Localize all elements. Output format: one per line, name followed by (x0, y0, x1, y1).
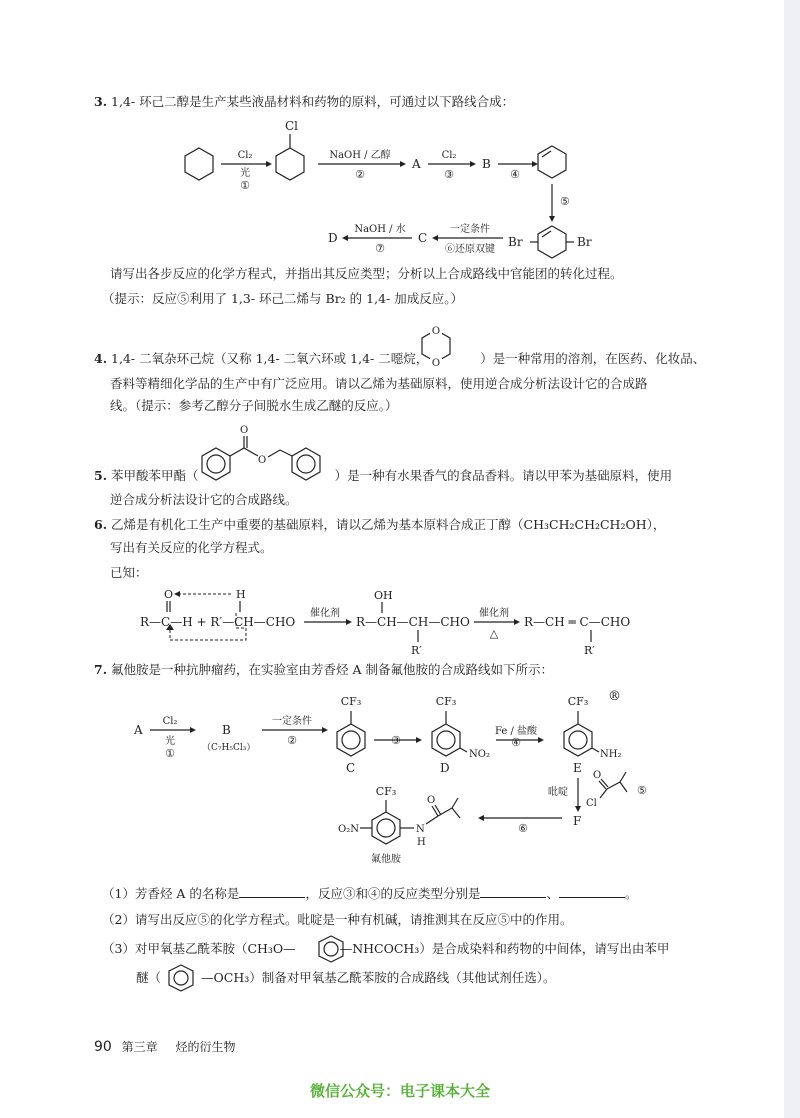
q7-acyl-cl: Cl (586, 798, 597, 809)
q7-r1-number: ① (165, 747, 175, 760)
q7-compound-A: A (134, 723, 143, 737)
q3-r1-top: Cl₂ (237, 150, 253, 161)
q3-r5-number: ⑤ (560, 195, 570, 208)
q7-f-nh: H (417, 837, 426, 848)
q3-r6-top: 一定条件 (450, 224, 490, 235)
q3-r2-number: ② (355, 168, 365, 181)
q3-r6-bottom: ⑥还原双键 (445, 244, 495, 255)
q7-r2-top: 一定条件 (272, 716, 312, 727)
q3-r2-top: NaOH / 乙醇 (329, 150, 391, 161)
q6-reactants: R—C—H + R′—CH—CHO (140, 615, 296, 629)
q7-r2-number: ② (287, 734, 297, 747)
q7-e-nh2: NH₂ (600, 749, 622, 760)
q7-r4-top: Fe / 盐酸 (494, 726, 538, 737)
q3-r3-top: Cl₂ (441, 150, 457, 161)
q7-sub-1c: 、 (546, 886, 559, 901)
q4-text-1b: ）是一种常用的溶剂，在医药、化妆品、 (480, 351, 706, 366)
q3-r7-top: NaOH / 水 (354, 224, 406, 235)
q6-aldol-product: R—CH—CH—CHO (356, 615, 470, 629)
q4-o-bottom: O (431, 358, 441, 369)
q7-r1-bottom: 光 (165, 736, 175, 747)
q3-r7-number: ⑦ (375, 242, 385, 255)
q3-compound-B: B (482, 157, 491, 171)
q6-enal-product: R—CH ═ C—CHO (524, 615, 631, 629)
q7-sub-1a: （1）芳香烃 A 的名称是 (102, 886, 240, 901)
q7-compound-C: C (346, 761, 356, 775)
q7-pyridine: 吡啶 (548, 787, 568, 798)
q5-ester-o: O (258, 455, 267, 466)
q7-compound-E: E (573, 761, 582, 775)
q6-line-2: 写出有关反应的化学方程式。 (110, 540, 273, 555)
q5-text-1b: ）是一种有水果香气的食品香料。请以甲苯为基础原料，使用 (334, 468, 673, 483)
q7-c-cf3: CF₃ (340, 695, 362, 708)
q7-acyl-o: O (593, 770, 602, 781)
q7-r5-number: ⑤ (637, 784, 647, 797)
q7-sub-1d: 。 (624, 886, 638, 901)
q3-br-right: Br (577, 235, 592, 249)
chapter-label: 第三章 (121, 1040, 158, 1054)
q7-sub-2: （2）请写出反应⑤的化学方程式。吡啶是一种有机碱，请推测其在反应⑤中的作用。 (102, 912, 573, 927)
q6-heat: △ (489, 627, 499, 640)
q7-r6-number: ⑥ (518, 822, 528, 835)
q7-number: 7. (94, 662, 108, 677)
q7-d-cf3: CF₃ (435, 695, 457, 708)
chapter-title: 烃的衍生物 (175, 1040, 236, 1054)
q4-line-3: 线。（提示：参考乙醇分子间脱水生成乙醚的反应。） (110, 398, 398, 413)
q3-number: 3. (94, 94, 108, 109)
q7-f-n: N (416, 824, 425, 835)
q3-br-left: Br (508, 235, 523, 249)
q7-f-cf3: CF₃ (375, 785, 397, 798)
q7-f-o2n: O₂N (338, 824, 359, 835)
q7-r3-number: ③ (391, 734, 401, 747)
q5-carbonyl-o: O (240, 425, 249, 436)
q7-text: 氟他胺是一种抗肿瘤药，在实验室由芳香烃 A 制备氟他胺的合成路线如下所示： (111, 662, 554, 677)
q4-number: 4. (94, 351, 108, 366)
q7-product-name: 氟他胺 (371, 854, 401, 865)
page-number: 90 (94, 1039, 112, 1055)
q7-d-no2: NO₂ (469, 749, 490, 760)
q5-line-2: 逆合成分析法设计它的合成路线。 (110, 492, 298, 507)
q7-sub-3d: —OCH₃）制备对甲氧基乙酰苯胺的合成路线（其他试剂任选）。 (201, 970, 556, 985)
q7-sub-3c: 醚（ (136, 970, 162, 985)
q7-b-formula: （C₇H₅Cl₃） (202, 743, 256, 753)
q6-carbonyl-o: O (164, 588, 174, 601)
page-footer (94, 1038, 236, 1055)
q6-number: 6. (94, 517, 108, 532)
q7-sub-1b: ，反应③和④的反应类型分别是 (305, 886, 481, 901)
q7-sub-3b: —NHCOCH₃）是合成染料和药物的中间体，请写出由苯甲 (339, 941, 670, 956)
q3-compound-D: D (328, 231, 338, 245)
q7-ring-inline-1 (319, 936, 343, 962)
q3-r4-number: ④ (510, 168, 520, 181)
q7-sub-3a: （3）对甲氧基乙酰苯胺（CH₃O— (102, 941, 296, 956)
q3-r1-bottom: 光 (240, 168, 250, 179)
wechat-watermark: 微信公众号：电子课本大全 (309, 1082, 490, 1100)
q3-r3-number: ③ (444, 168, 454, 181)
q5-text-1a: 苯甲酸苯甲酯（ (111, 468, 199, 483)
q7-registered-mark: ® (608, 689, 621, 704)
q6-alpha-h: H (236, 588, 246, 601)
q6-r-prime-2: R′ (584, 644, 595, 657)
q3-r1-number: ① (240, 179, 250, 192)
q4-o-top: O (431, 326, 441, 337)
q6-known-label: 已知： (110, 565, 148, 580)
q4-line-2: 香料等精细化学品的生产中有广泛应用。请以乙烯为基础原料，使用逆合成分析法设计它的合成路 (110, 376, 648, 391)
q4-text-1a: 1,4- 二氧杂环己烷（又称 1,4- 二氧六环或 1,4- 二噁烷， (111, 351, 429, 366)
q3-compound-C: C (418, 231, 428, 245)
q6-text-1: 乙烯是有机化工生产中重要的基础原料，请以乙烯为基本原料合成正丁醇（CH₃CH₂CH₂CH₂OH）， (111, 517, 666, 532)
q3-hint: （提示：反应⑤利用了 1,3- 环己二烯与 Br₂ 的 1,4- 加成反应。） (102, 291, 463, 306)
q6-catalyst-1: 催化剂 (310, 608, 340, 619)
q7-compound-B: B (222, 723, 231, 737)
q3-cl-substituent: Cl (285, 119, 299, 133)
q7-compound-D: D (440, 761, 450, 775)
q6-r-prime-1: R′ (411, 644, 422, 657)
q7-e-cf3: CF₃ (567, 695, 589, 708)
q6-hydroxyl: OH (374, 589, 393, 602)
q5-number: 5. (94, 468, 108, 483)
q7-compound-F: F (573, 814, 582, 828)
q7-r1-top: Cl₂ (162, 716, 178, 727)
q7-ring-inline-2 (169, 965, 193, 991)
q6-catalyst-2: 催化剂 (479, 608, 509, 619)
q3-text: 1,4- 环己二醇是生产某些液晶材料和药物的原料，可通过以下路线合成： (111, 94, 515, 109)
q3-compound-A: A (412, 157, 421, 171)
q7-r4-number: ④ (511, 736, 521, 749)
q3-instruction: 请写出各步反应的化学方程式，并指出其反应类型；分析以上合成路线中官能团的转化过程。 (110, 266, 623, 281)
q7-f-carbonyl-o: O (427, 795, 436, 806)
